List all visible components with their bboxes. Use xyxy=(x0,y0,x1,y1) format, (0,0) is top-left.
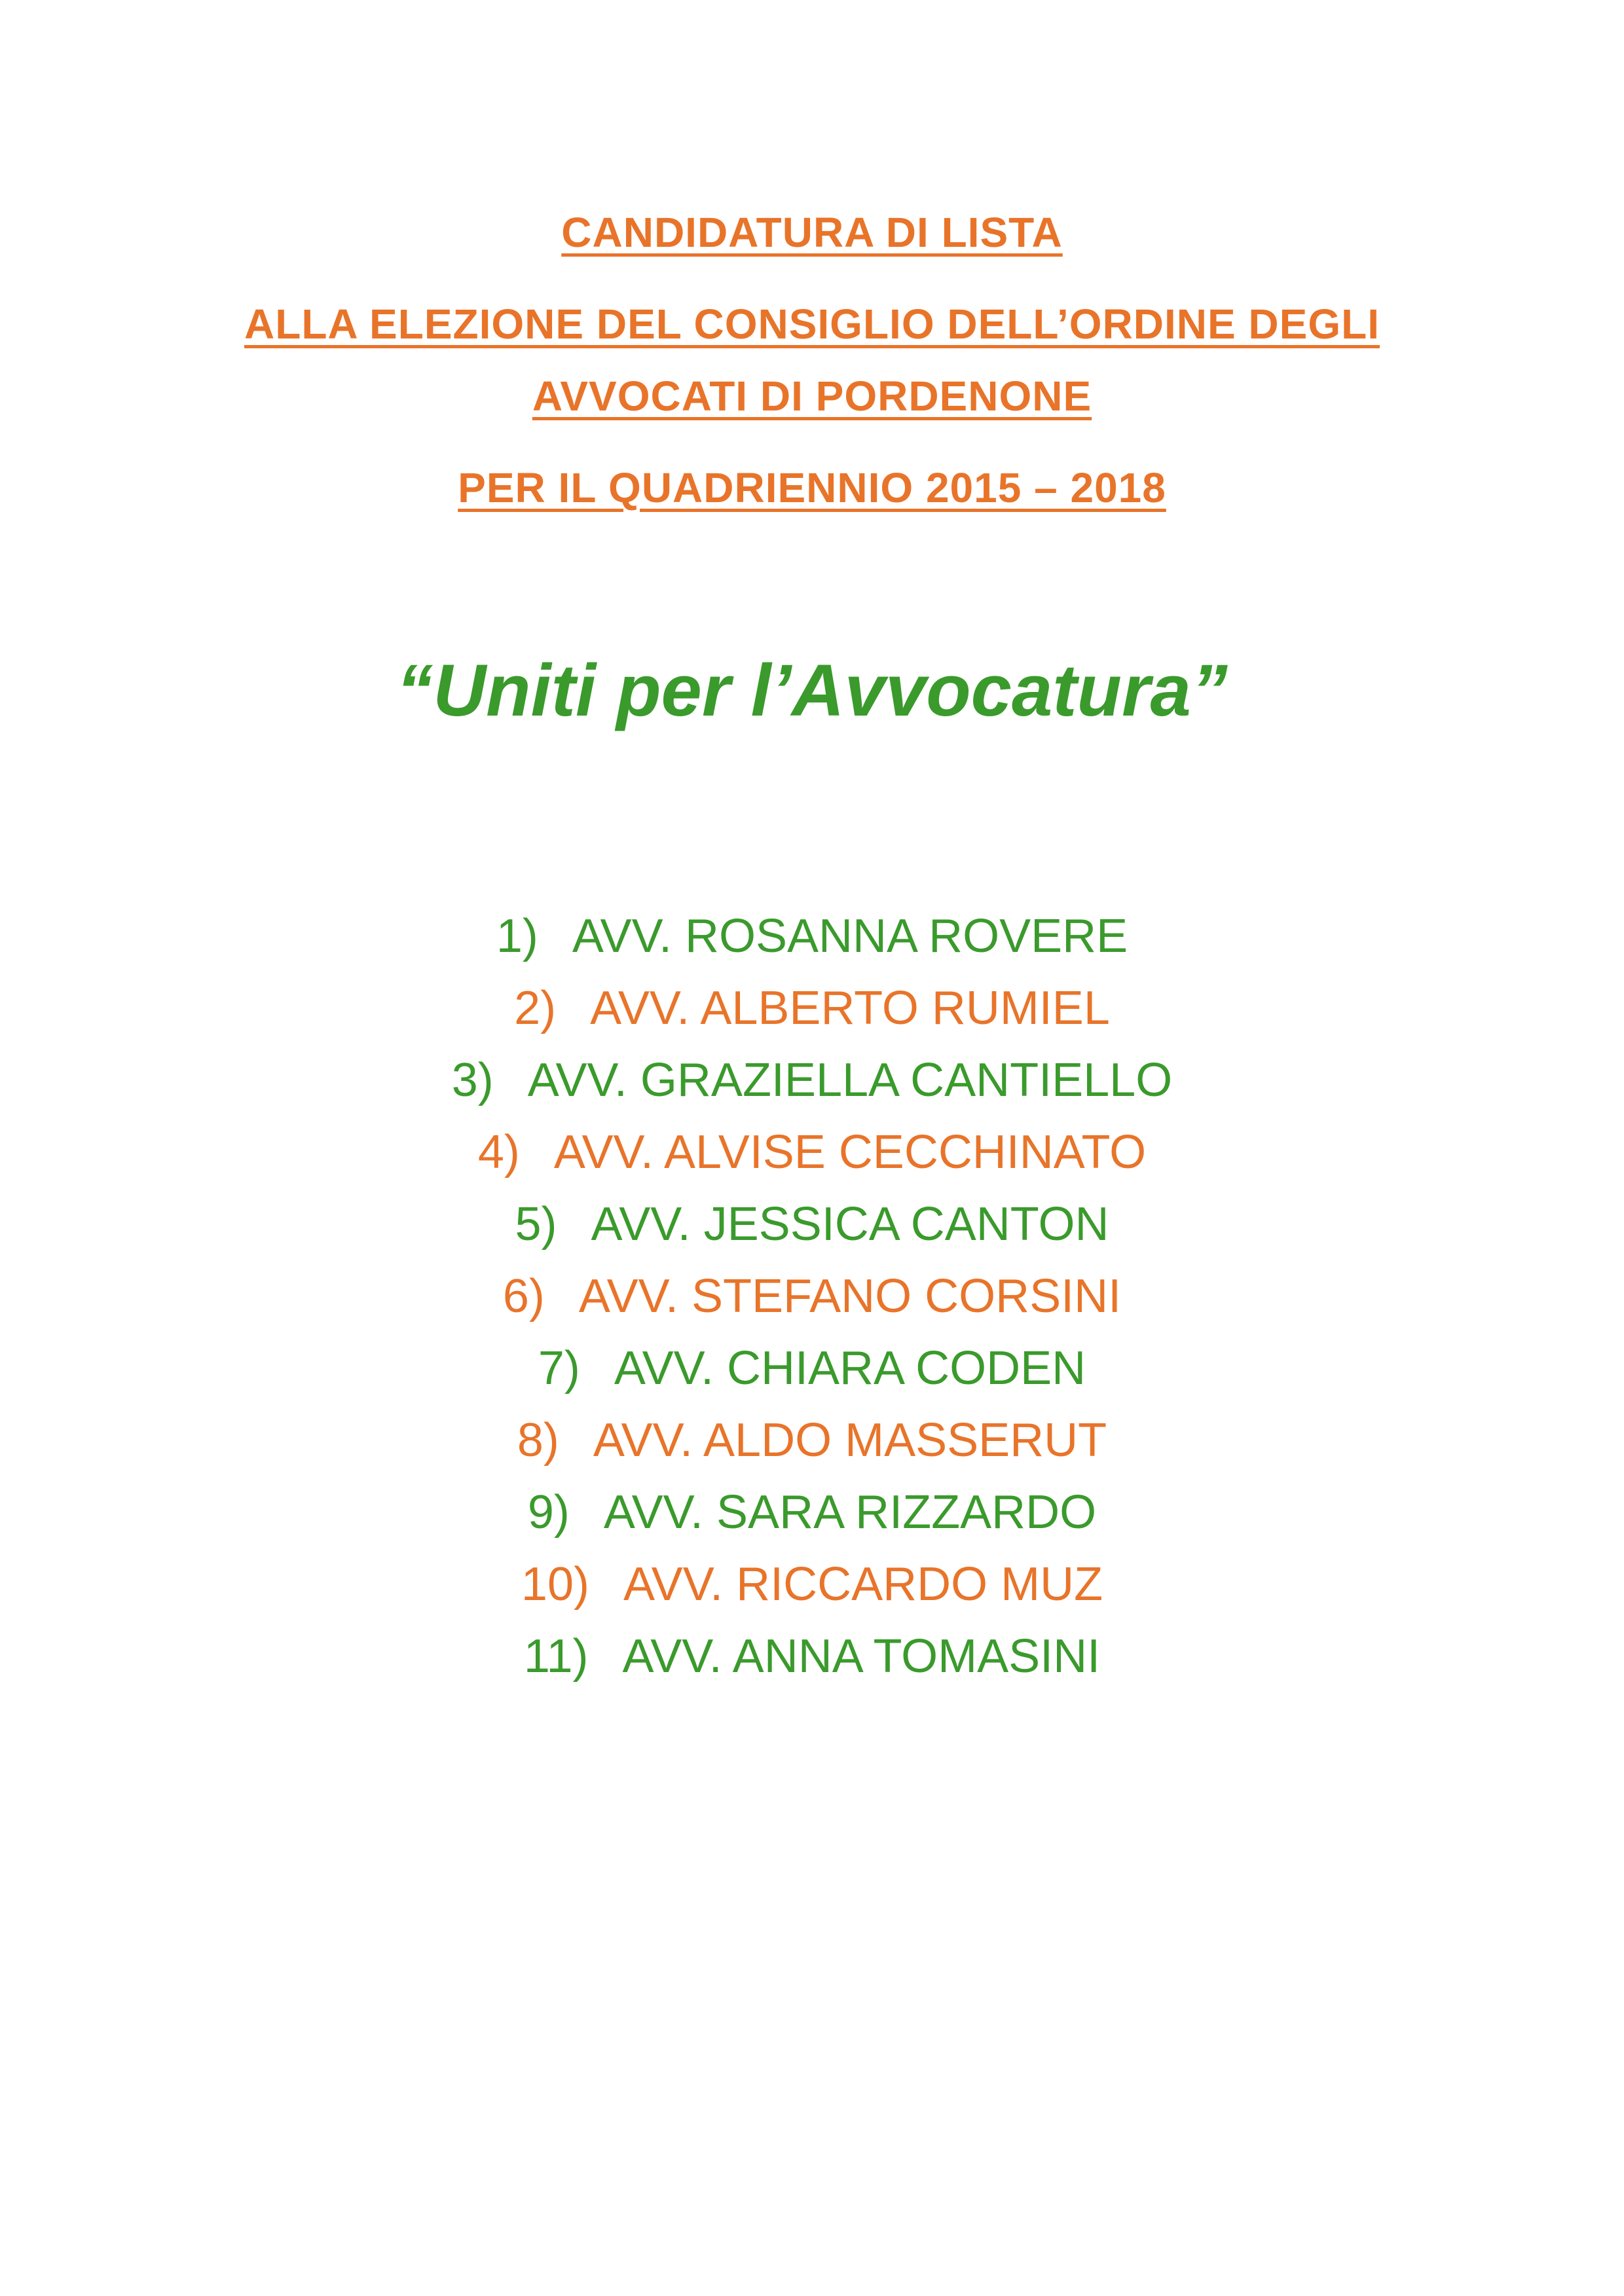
candidate-number: 2) xyxy=(514,982,557,1034)
candidate-item xyxy=(0,1620,1624,1692)
candidate-item xyxy=(0,1332,1624,1404)
candidate-item xyxy=(0,1548,1624,1620)
candidate-name: AVV. ALDO MASSERUT xyxy=(593,1414,1107,1467)
candidate-item xyxy=(0,1260,1624,1332)
candidate-number: 8) xyxy=(517,1414,559,1467)
candidate-number: 4) xyxy=(477,1126,520,1178)
candidate-name: AVV. ALBERTO RUMIEL xyxy=(590,982,1110,1034)
list-motto: “Uniti per l’Avvocatura” xyxy=(396,649,1228,731)
candidate-number: 10) xyxy=(521,1558,589,1611)
candidate-name: AVV. STEFANO CORSINI xyxy=(578,1270,1122,1322)
candidate-number: 1) xyxy=(496,910,538,962)
candidate-item xyxy=(0,1188,1624,1260)
candidate-item xyxy=(0,972,1624,1044)
candidate-number: 6) xyxy=(502,1270,545,1322)
candidate-item xyxy=(0,1404,1624,1476)
candidate-name: AVV. ALVISE CECCHINATO xyxy=(553,1126,1147,1178)
candidate-name: AVV. GRAZIELLA CANTIELLO xyxy=(527,1054,1173,1106)
candidate-number: 3) xyxy=(451,1054,494,1106)
candidate-number: 5) xyxy=(515,1198,557,1250)
candidate-list xyxy=(0,900,1624,1692)
candidate-item xyxy=(0,900,1624,972)
candidate-number: 11) xyxy=(523,1630,589,1683)
candidate-name: AVV. SARA RIZZARDO xyxy=(603,1486,1097,1539)
candidate-item xyxy=(0,1044,1624,1116)
candidate-number: 9) xyxy=(527,1486,570,1539)
header-line-1: CANDIDATURA DI LISTA xyxy=(561,209,1063,256)
candidate-name: AVV. CHIARA CODEN xyxy=(614,1342,1086,1394)
candidate-name: AVV. RICCARDO MUZ xyxy=(623,1558,1103,1611)
candidate-name: AVV. ANNA TOMASINI xyxy=(622,1630,1101,1683)
candidate-number: 7) xyxy=(538,1342,580,1394)
header-line-3: AVVOCATI DI PORDENONE xyxy=(532,373,1092,420)
candidate-name: AVV. ROSANNA ROVERE xyxy=(572,910,1128,962)
candidate-item xyxy=(0,1476,1624,1548)
header-line-4: PER IL QUADRIENNIO 2015 – 2018 xyxy=(458,464,1166,511)
candidate-name: AVV. JESSICA CANTON xyxy=(591,1198,1109,1250)
header-line-2: ALLA ELEZIONE DEL CONSIGLIO DELL’ORDINE DEGLI xyxy=(244,301,1380,348)
candidate-item xyxy=(0,1116,1624,1188)
